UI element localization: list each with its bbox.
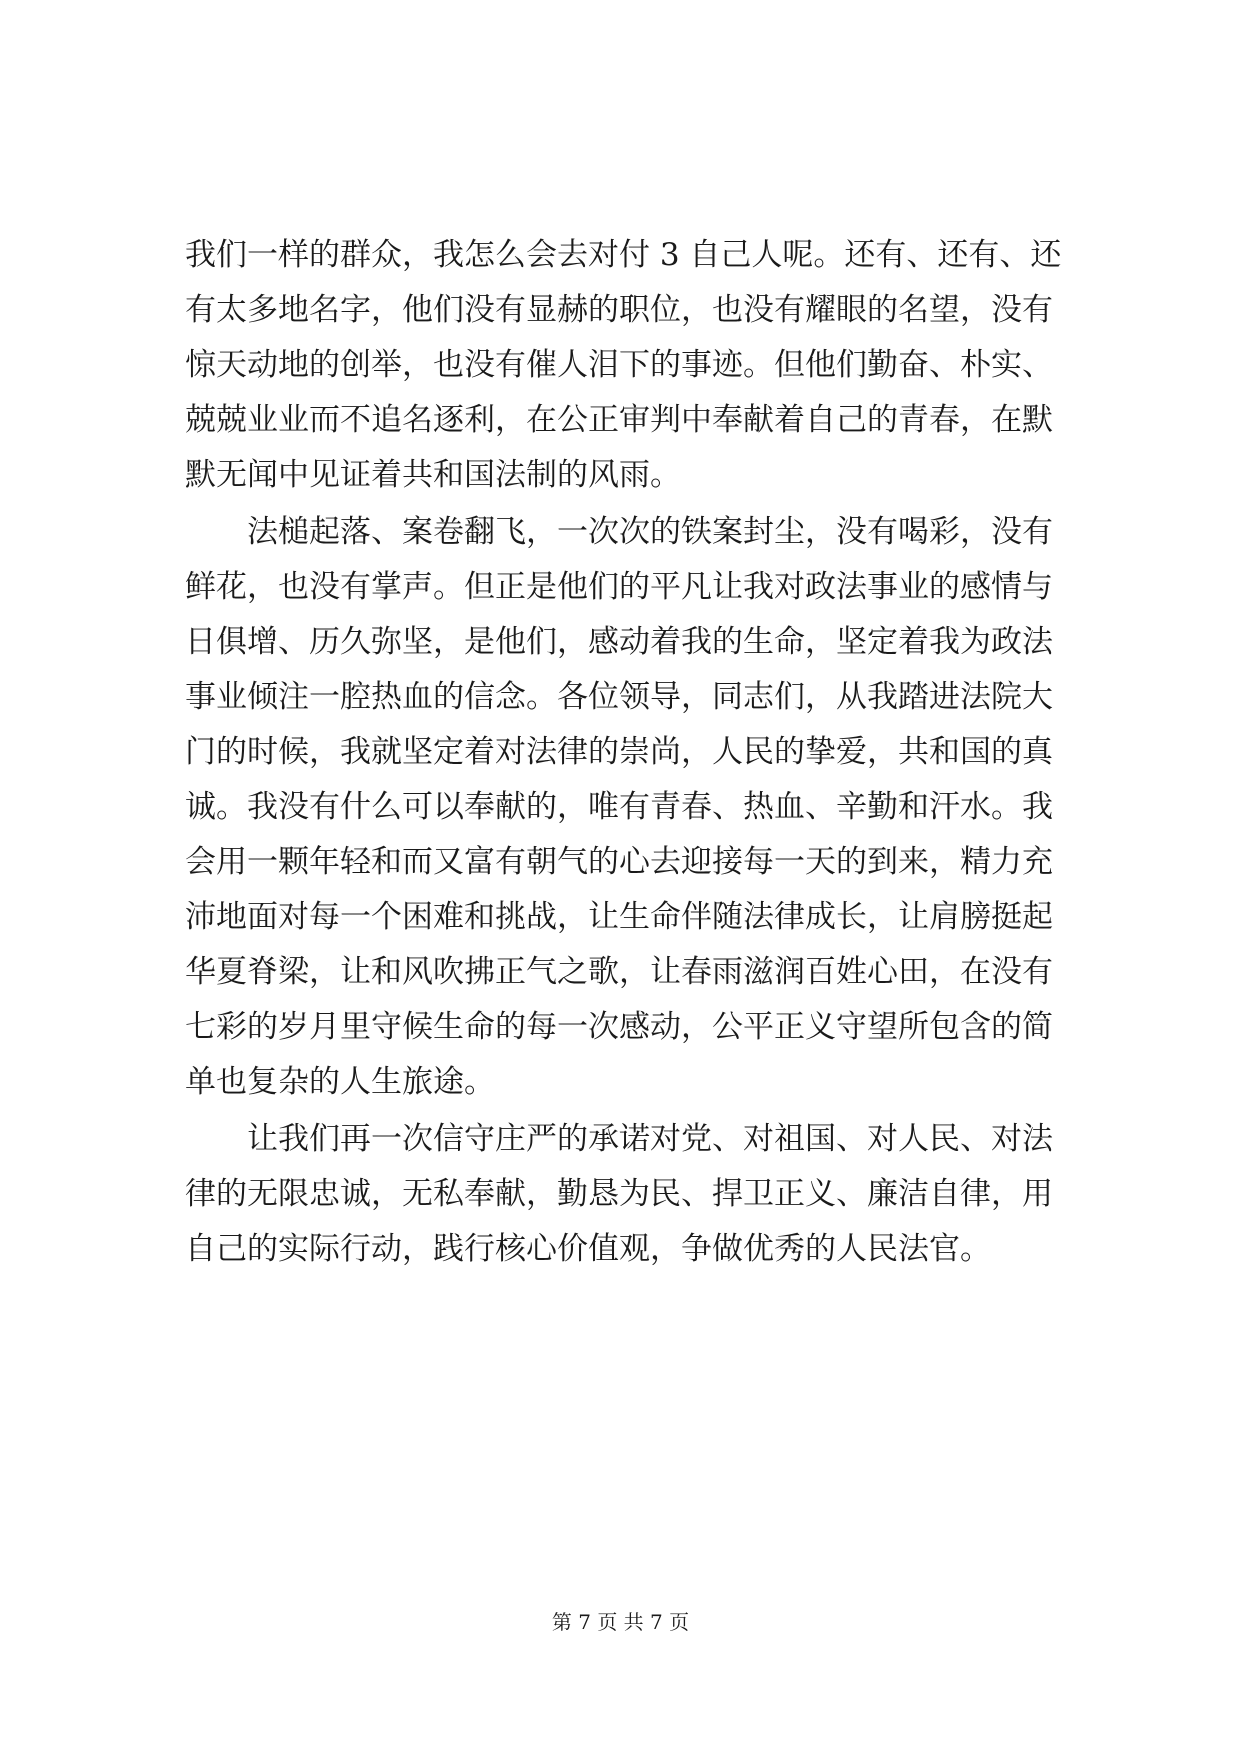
text-line: 华夏脊梁，让和风吹拂正气之歌，让春雨滋润百姓心田，在没有 bbox=[185, 954, 1053, 990]
text-line: 会用一颗年轻和而又富有朝气的心去迎接每一天的到来，精力充 bbox=[185, 844, 1053, 880]
paragraph-first-line: 法槌起落、案卷翻飞，一次次的铁案封尘，没有喝彩，没有 bbox=[247, 514, 1053, 550]
text-line: 默无闻中见证着共和国法制的风雨。 bbox=[185, 457, 681, 493]
text-line: 兢兢业业而不追名逐利，在公正审判中奉献着自己的青春，在默 bbox=[185, 402, 1053, 438]
paragraph-first-line: 让我们再一次信守庄严的承诺对党、对祖国、对人民、对法 bbox=[247, 1121, 1053, 1157]
text-line: 日俱增、历久弥坚，是他们，感动着我的生命，坚定着我为政法 bbox=[185, 624, 1053, 660]
text-line: 有太多地名字，他们没有显赫的职位，也没有耀眼的名望，没有 bbox=[185, 292, 1053, 328]
text-line: 诚。我没有什么可以奉献的，唯有青春、热血、辛勤和汗水。我 bbox=[185, 789, 1053, 825]
text-line: 七彩的岁月里守候生命的每一次感动，公平正义守望所包含的简 bbox=[185, 1009, 1053, 1045]
text-line: 自己的实际行动，践行核心价值观，争做优秀的人民法官。 bbox=[185, 1231, 991, 1267]
page-number-footer: 第 7 页 共 7 页 bbox=[551, 1610, 690, 1634]
text-line: 我们一样的群众，我怎么会去对付 3 自己人呢。还有、还有、还 bbox=[185, 237, 1062, 273]
text-line: 单也复杂的人生旅途。 bbox=[185, 1064, 495, 1100]
text-line: 沛地面对每一个困难和挑战，让生命伴随法律成长，让肩膀挺起 bbox=[185, 899, 1053, 935]
text-line: 惊天动地的创举，也没有催人泪下的事迹。但他们勤奋、朴实、 bbox=[185, 347, 1053, 383]
text-line: 门的时候，我就坚定着对法律的崇尚，人民的挚爱，共和国的真 bbox=[185, 734, 1053, 770]
text-line: 鲜花，也没有掌声。但正是他们的平凡让我对政法事业的感情与 bbox=[185, 569, 1053, 605]
text-line: 律的无限忠诚，无私奉献，勤恳为民、捍卫正义、廉洁自律，用 bbox=[185, 1176, 1053, 1212]
text-line: 事业倾注一腔热血的信念。各位领导，同志们，从我踏进法院大 bbox=[185, 679, 1053, 715]
